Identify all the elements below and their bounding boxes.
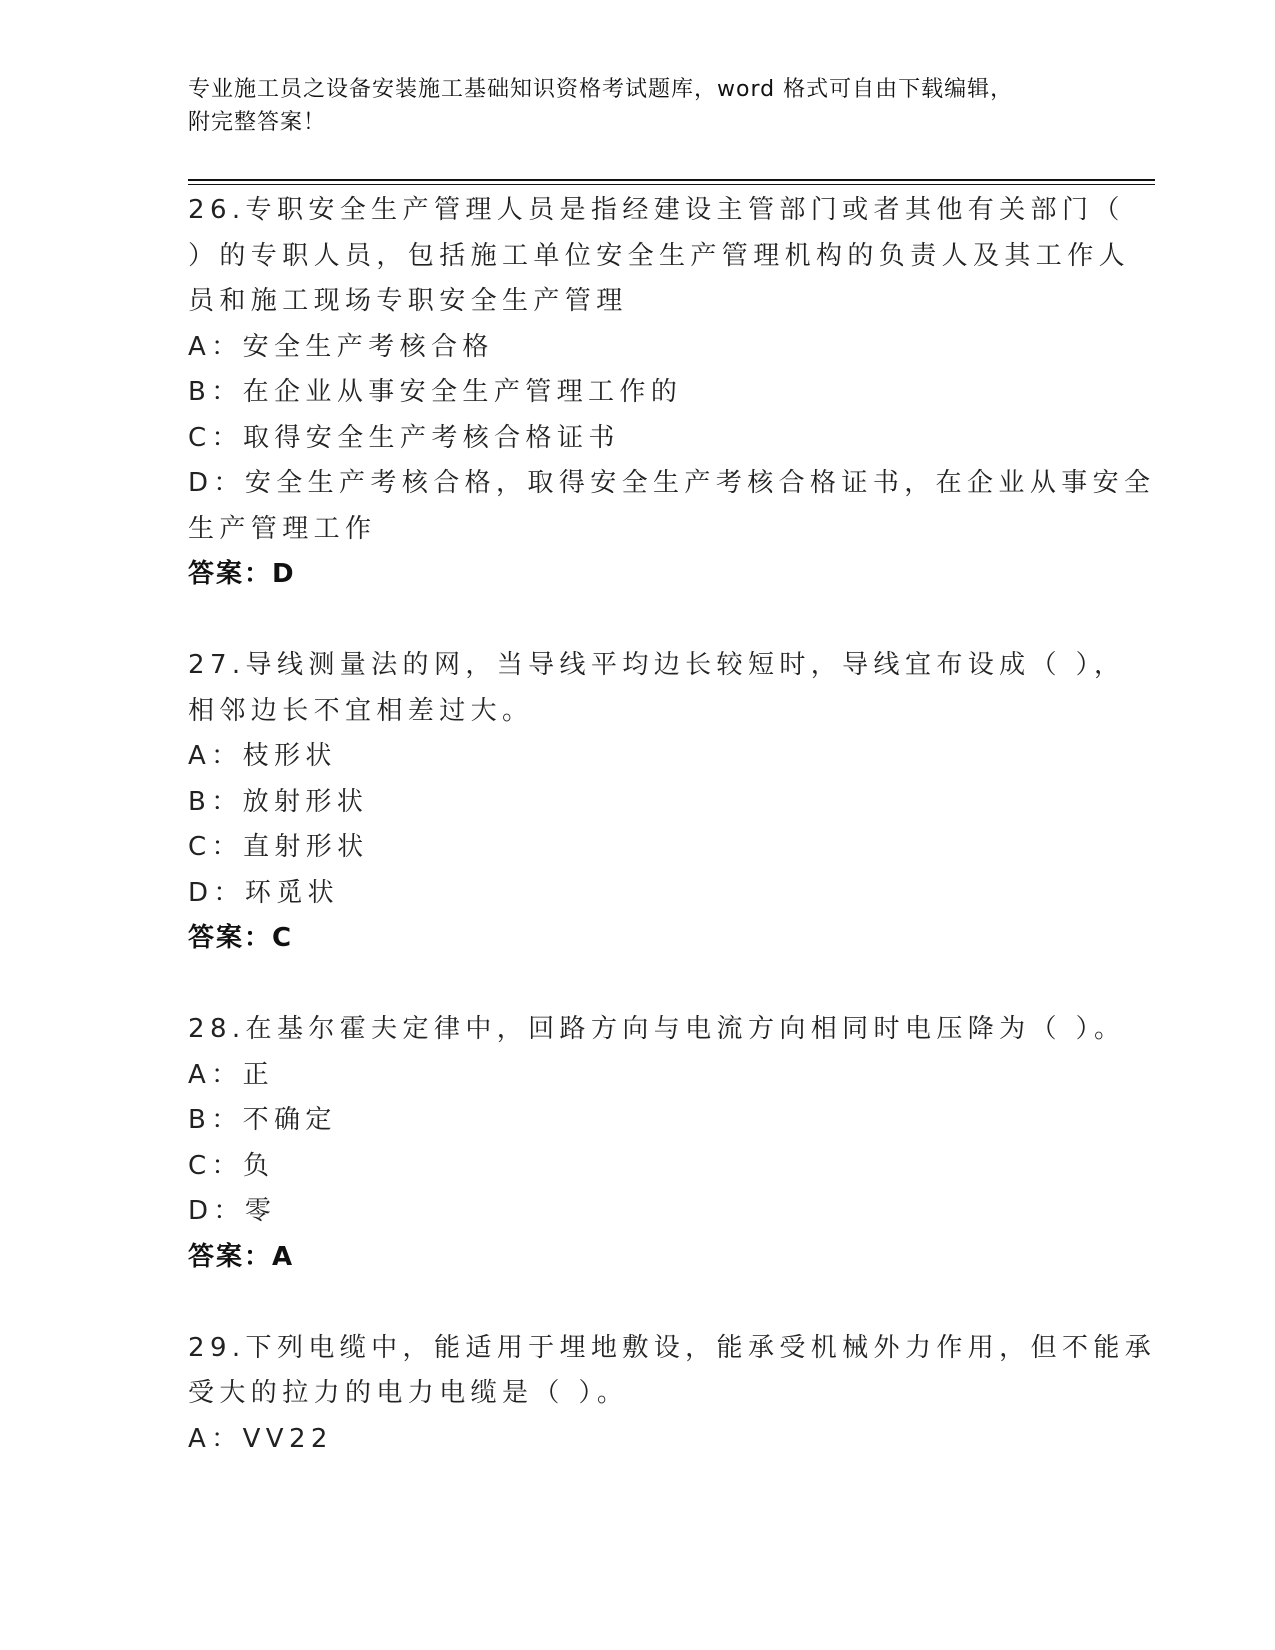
question-28	[188, 1007, 1126, 1280]
question-26-stem-line-3: 员和施工现场专职安全生产管理	[188, 286, 628, 316]
question-28-option-c: C：负	[188, 1150, 275, 1181]
question-29-stem-line-1: 29.下列电缆中，能适用于埋地敷设，能承受机械外力作用，但不能承	[188, 1332, 1157, 1363]
question-26-option-d-line-1: D：安全生产考核合格，取得安全生产考核合格证书，在企业从事安全	[188, 468, 1156, 498]
question-27	[188, 643, 1126, 962]
question-29-stem-line-2: 受大的拉力的电力电缆是（ ）。	[188, 1378, 629, 1408]
question-28-option-a: A：正	[188, 1059, 274, 1090]
question-26-option-b: B：在企业从事安全生产管理工作的	[188, 377, 683, 407]
header-line-1: 专业施工员之设备安装施工基础知识资格考试题库，word 格式可自由下载编辑，	[188, 77, 1014, 102]
question-29	[188, 1326, 1157, 1463]
question-26-option-d-line-2: 生产管理工作	[188, 513, 377, 544]
question-list	[188, 188, 1157, 1462]
header-rule-bottom	[188, 184, 1155, 185]
question-27-option-a: A：枝形状	[188, 741, 337, 771]
question-26-stem-line-1: 26.专职安全生产管理人员是指经建设主管部门或者其他有关部门（	[188, 195, 1125, 225]
document-header	[188, 73, 1068, 139]
question-26-answer: 答案：D	[188, 559, 296, 589]
question-27-answer: 答案：C	[188, 923, 294, 953]
question-26-stem-line-2: ）的专职人员，包括施工单位安全生产管理机构的负责人及其工作人	[188, 240, 1131, 271]
question-26	[188, 188, 1156, 598]
question-27-stem-line-1: 27.导线测量法的网，当导线平均边长较短时，导线宜布设成（ ），	[188, 650, 1126, 680]
question-27-option-b: B：放射形状	[188, 786, 369, 817]
question-26-option-c: C：取得安全生产考核合格证书	[188, 422, 620, 453]
header-line-2: 附完整答案！	[188, 110, 327, 135]
question-27-stem-line-2: 相邻边长不宜相差过大。	[188, 695, 534, 726]
question-28-option-b: B：不确定	[188, 1105, 337, 1135]
spacer	[188, 598, 1088, 644]
header-rule-top	[188, 179, 1155, 181]
question-28-option-d: D：零	[188, 1196, 277, 1226]
question-28-answer: 答案：A	[188, 1241, 295, 1272]
question-27-option-c: C：直射形状	[188, 832, 369, 862]
question-26-option-a: A：安全生产考核合格	[188, 331, 494, 362]
spacer	[188, 1280, 1088, 1326]
question-28-stem-line-1: 28.在基尔霍夫定律中，回路方向与电流方向相同时电压降为（ ）。	[188, 1014, 1126, 1044]
spacer	[188, 962, 1088, 1008]
question-29-option-a: A：VV22	[188, 1423, 333, 1454]
question-27-option-d: D：环觅状	[188, 877, 340, 908]
